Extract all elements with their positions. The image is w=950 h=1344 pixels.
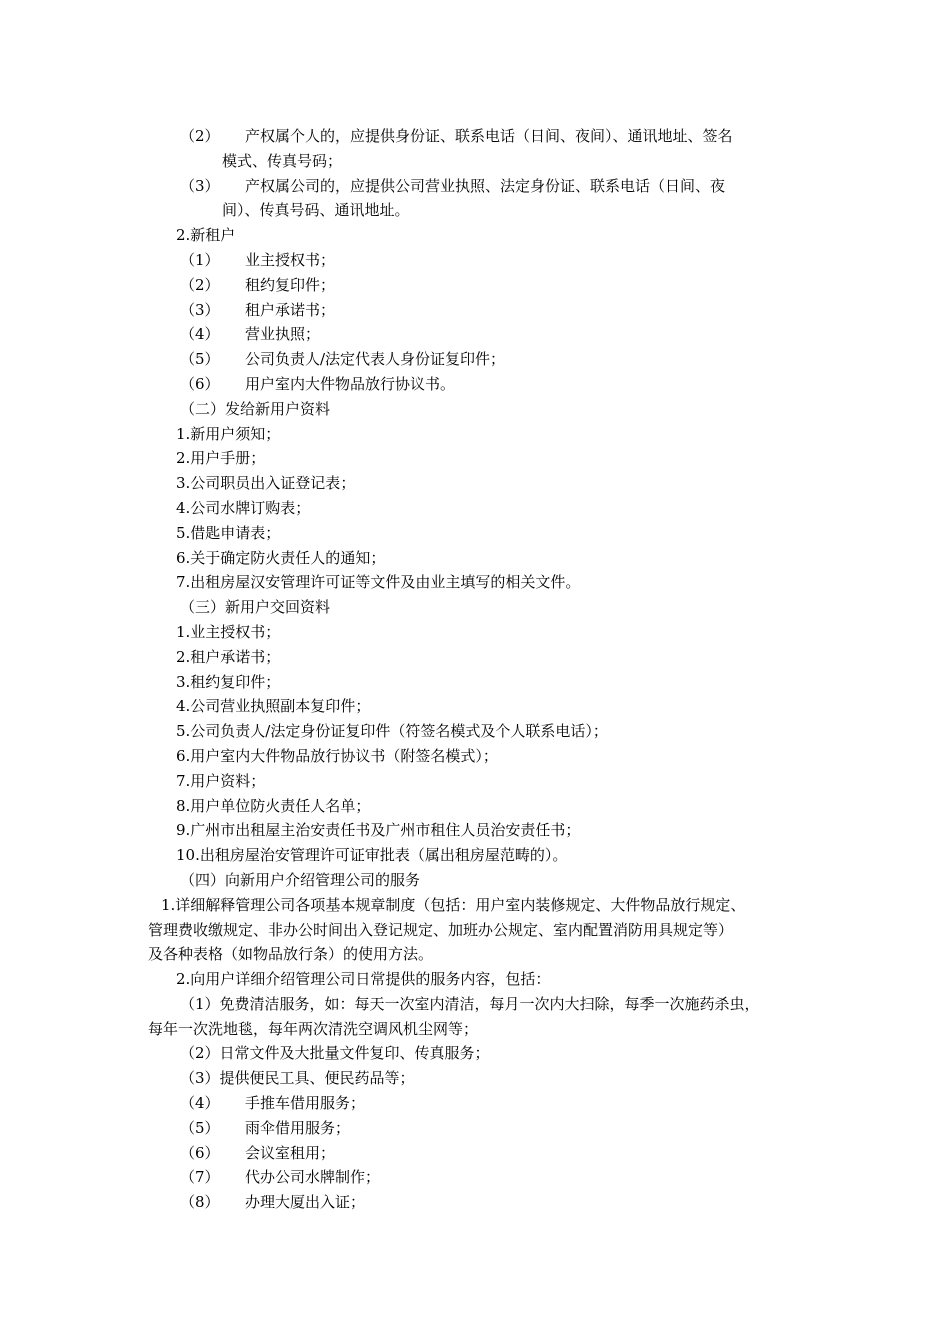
list-item [0,298,950,323]
item-text: 模式、传真号码； [222,151,343,170]
list-item: 7.出租房屋汉安管理许可证等文件及由业主填写的相关文件。 [176,573,581,592]
list-item: 3.租约复印件； [176,672,281,691]
item-number: （6） [180,1143,220,1162]
list-item [0,273,950,298]
item-number: （8） [180,1193,220,1212]
item-text: 营业执照； [245,325,321,344]
item-text: 间）、传真号码、通讯地址。 [222,201,410,220]
list-item: （2）日常文件及大批量文件复印、传真服务； [180,1044,490,1063]
list-item [0,1141,950,1166]
list-item: （1）免费清洁服务，如：每天一次室内清洁，每月一次内大扫除，每季一次施药杀虫， [180,994,760,1013]
item-text: 会议室租用； [245,1143,336,1162]
item-text: 业主授权书； [245,250,336,269]
item-number: （1） [180,250,220,269]
item-text: 产权属公司的，应提供公司营业执照、法定身份证、联系电话（日间、夜 [245,176,726,195]
section-2-list [0,422,950,596]
item-text: 公司负责人/法定代表人身份证复印件； [245,350,506,369]
section-4-paragraph-1 [0,893,950,967]
list-item [0,322,950,347]
list-item: 2.租户承诺书； [176,647,281,666]
paragraph-line: 及各种表格（如物品放行条）的使用方法。 [148,945,434,964]
section-3-list [0,620,950,868]
list-item: 5.借匙申请表； [176,523,281,542]
list-item-continuation: 每年一次洗地毯，每年两次清洗空调风机尘网等； [148,1019,479,1038]
list-item: 1.新用户须知； [176,424,281,443]
list-item: 6.关于确定防火责任人的通知； [176,548,386,567]
list-item: 4.公司营业执照副本复印件； [176,697,371,716]
item-number: （2） [180,127,220,145]
list-item: 9.广州市出租屋主治安责任书及广州市租住人员治安责任书； [176,821,581,840]
list-item [0,1165,950,1190]
list-item [0,248,950,273]
list-item: 10.出租房屋治安管理许可证审批表（属出租房屋范畴的）。 [176,846,568,865]
item-text: 手推车借用服务； [245,1094,366,1113]
item-number: （4） [180,1094,220,1113]
item-number: （4） [180,325,220,344]
list-item [0,124,950,149]
list-item: 6.用户室内大件物品放行协议书（附签名模式）； [176,746,498,765]
item-number: （5） [180,350,220,369]
item-text: 用户室内大件物品放行协议书。 [245,374,456,393]
services-list [0,992,950,1215]
document-page [0,124,950,1215]
section-4-paragraph-2: 2.向用户详细介绍管理公司日常提供的服务内容，包括： [176,970,551,989]
list-item [0,1190,950,1215]
list-item-continuation [0,198,950,223]
owner-docs-list [0,124,950,223]
item-text: 办理大厦出入证； [245,1193,366,1212]
item-text: 产权属个人的，应提供身份证、联系电话（日间、夜间）、通讯地址、签名 [245,127,733,145]
list-item: 4.公司水牌订购表； [176,498,311,517]
list-item: 8.用户单位防火责任人名单； [176,796,371,815]
section-4-title: （四）向新用户介绍管理公司的服务 [180,870,421,889]
paragraph-line: 管理费收缴规定、非办公时间出入登记规定、加班办公规定、室内配置消防用具规定等） [148,920,734,939]
item-number: （2） [180,275,220,294]
list-item: （3）提供便民工具、便民药品等； [180,1069,415,1088]
list-item: 3.公司职员出入证登记表； [176,474,356,493]
item-number: （7） [180,1168,220,1187]
list-item: 2.用户手册； [176,449,266,468]
item-text: 租户承诺书； [245,300,336,319]
list-item: 7.用户资料； [176,771,266,790]
paragraph-line: 1.详细解释管理公司各项基本规章制度（包括：用户室内装修规定、大件物品放行规定、 [161,895,746,914]
item-number: （5） [180,1118,220,1137]
item-text: 租约复印件； [245,275,336,294]
list-item [0,347,950,372]
section-2-title: （二）发给新用户资料 [180,399,331,418]
list-item: 1.业主授权书； [176,622,281,641]
list-item [0,174,950,199]
list-item [0,372,950,397]
list-item [0,1116,950,1141]
list-item: 5.公司负责人/法定身份证复印件（符签名模式及个人联系电话）； [176,722,608,741]
list-item-continuation [0,149,950,174]
new-tenant-heading: 2.新租户 [176,226,236,245]
new-tenant-docs-list [0,248,950,397]
item-number: （3） [180,300,220,319]
item-text: 雨伞借用服务； [245,1118,351,1137]
item-number: （6） [180,374,220,393]
section-3-title: （三）新用户交回资料 [180,598,331,617]
item-number: （3） [180,176,220,195]
list-item [0,1091,950,1116]
item-text: 代办公司水牌制作； [245,1168,381,1187]
